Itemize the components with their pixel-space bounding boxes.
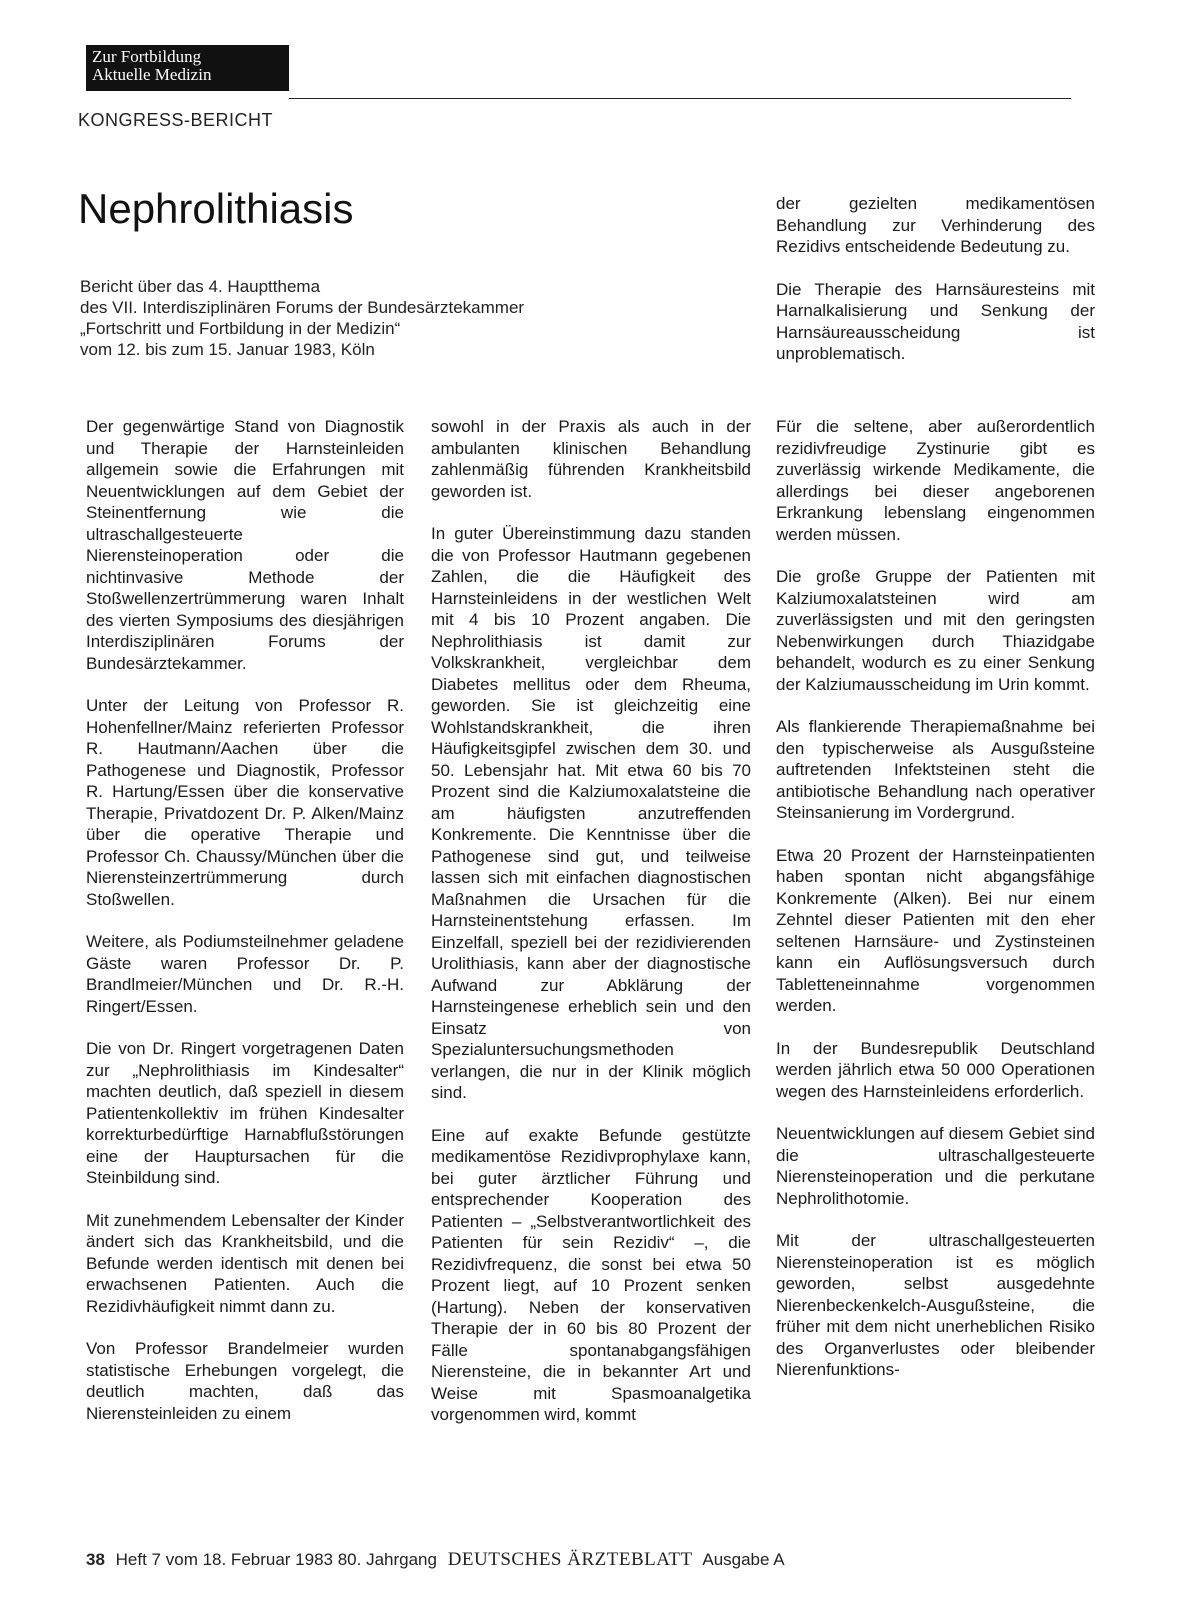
issue-info: Heft 7 vom 18. Februar 1983 80. Jahrgang [115, 1550, 437, 1569]
paragraph: Von Professor Brandelmeier wurden statistische Erhebungen vorgelegt, die deutlich machten, daß das Nierensteinleiden zu einem [86, 1339, 404, 1423]
paragraph: Eine auf exakte Befunde gestützte medikamentöse Rezidivprophylaxe kann, bei guter ärztlicher Führung und entsprechender Kooperation des Patienten – „Selbstverantwortlichkeit des Patienten für sein Rezidiv“ –, die Rezidivfrequenz, die sonst bei etwa 50 Prozent liegt, auf 10 Prozent senken (Hartung). Neben der konservativen Therapie der in 60 bis 80 Prozent der Fälle spontanabgangsfähigen Nierensteine, die in bekannter Art und Weise mit Spasmoanalgetika vorgenommen wird, kommt [431, 1125, 751, 1424]
journal-name: DEUTSCHES ÄRZTEBLATT [447, 1549, 693, 1570]
paragraph: Mit der ultraschallgesteuerten Nierensteinoperation ist es möglich geworden, selbst ausgedehnte Nierenbeckenkelch-Ausgußsteine, die früher mit dem nicht unerheblichen Risiko des Organverlustes oder bleibender Nierenfunktions- [776, 1231, 1095, 1379]
column-1 [86, 416, 404, 1445]
paragraph: Weitere, als Podiumsteilnehmer geladene Gäste waren Professor Dr. P. Brandlmeier/München und Dr. R.-H. Ringert/Essen. [86, 932, 404, 1016]
header-rule [289, 98, 1071, 99]
subtitle-line: vom 12. bis zum 15. Januar 1983, Köln [80, 340, 375, 359]
column-3-top [776, 193, 1095, 386]
paragraph: sowohl in der Praxis als auch in der ambulanten klinischen Behandlung zahlenmäßig führenden Krankheitsbild geworden ist. [431, 417, 751, 501]
subtitle-line: des VII. Interdisziplinären Forums der Bundesärztekammer [80, 298, 525, 317]
column-2 [431, 416, 751, 1447]
article-title: Nephrolithiasis [78, 185, 354, 232]
section-label-line-1: Zur Fortbildung [92, 47, 202, 66]
subtitle-line: Bericht über das 4. Hauptthema [80, 277, 321, 296]
paragraph: Als flankierende Therapiemaßnahme bei den typischerweise als Ausgußsteine auftretenden Infektsteinen steht die antibiotische Behandlung nach operativer Steinsanierung im Vordergrund. [776, 717, 1095, 822]
paragraph: Für die seltene, aber außerordentlich rezidivfreudige Zystinurie gibt es zuverlässig wirkende Medikamente, die allerdings bei dieser angeborenen Erkrankung lebenslang eingenommen werden müssen. [776, 417, 1095, 544]
subtitle-line: „Fortschritt und Fortbildung in der Medizin“ [80, 319, 401, 338]
paragraph: Die große Gruppe der Patienten mit Kalziumoxalatsteinen wird am zuverlässigsten und mit den geringsten Nebenwirkungen durch Thiazidgabe behandelt, wodurch es zu einer Senkung der Kalziumausscheidung im Urin kommt. [776, 567, 1095, 694]
paragraph: Etwa 20 Prozent der Harnsteinpatienten haben spontan nicht abgangsfähige Konkremente (Alken). Bei nur einem Zehntel dieser Patienten mit den eher seltenen Harnsäure- und Zystinsteinen kann ein Auflösungsversuch durch Tabletteneinnahme vorgenommen werden. [776, 845, 1095, 1015]
kicker: KONGRESS-BERICHT [78, 110, 274, 130]
paragraph: Unter der Leitung von Professor R. Hohenfellner/Mainz referierten Professor R. Hautmann/Aachen über die Pathogenese und Diagnostik, Professor R. Hartung/Essen über die konservative Therapie, Privatdozent Dr. P. Alken/Mainz über die operative Therapie und Professor Ch. Chaussy/München über die Nierensteinzertrümmerung durch Stoßwellen. [86, 696, 404, 909]
paragraph: Die von Dr. Ringert vorgetragenen Daten zur „Nephrolithiasis im Kindesalter“ machten deutlich, daß speziell in diesem Patientenkollektiv im frühen Kindesalter korrekturbedürftige Harnabflußstörungen eine der Hauptursachen für die Steinbildung sind. [86, 1039, 404, 1187]
column-3 [776, 416, 1095, 1402]
paragraph: In guter Übereinstimmung dazu standen die von Professor Hautmann gegebenen Zahlen, die die Häufigkeit des Harnsteinleidens in der westlichen Welt mit 4 bis 10 Prozent angaben. Die Nephrolithiasis ist damit zur Volkskrankheit, vergleichbar dem Diabetes mellitus oder dem Rheuma, geworden. Sie ist gleichzeitig eine Wohlstandskrankheit, die ihren Häufigkeitsgipfel zwischen dem 30. und 50. Lebensjahr hat. Mit etwa 60 bis 70 Prozent sind die Kalziumoxalatsteine die am häufigsten anzutreffenden Konkremente. Die Kenntnisse über die Pathogenese sind gut, und teilweise lassen sich mit einfachen diagnostischen Maßnahmen die Ursachen für die Harnsteinentstehung erfassen. Im Einzelfall, speziell bei der rezidivierenden Urolithiasis, kann aber der diagnostische Aufwand zur Abklärung der Harnsteingenese erheblich sein und den Einsatz von Spezialuntersuchungsmethoden verlangen, die nur in der Klinik möglich sind. [431, 524, 751, 1102]
paragraph: Der gegenwärtige Stand von Diagnostik und Therapie der Harnsteinleiden allgemein sowie die Erfahrungen mit Neuentwicklungen auf dem Gebiet der Steinentfernung wie die ultraschallgesteuerte Nierensteinoperation oder die nichtinvasive Methode der Stoßwellenzertrümmerung waren Inhalt des vierten Symposiums des diesjährigen Interdisziplinären Forums der Bundesärztekammer. [86, 417, 404, 673]
edition: Ausgabe A [702, 1550, 785, 1569]
paragraph: Neuentwicklungen auf diesem Gebiet sind die ultraschallgesteuerte Nierensteinoperation und die perkutane Nephrolithotomie. [776, 1124, 1095, 1208]
paragraph: In der Bundesrepublik Deutschland werden jährlich etwa 50 000 Operationen wegen des Harnsteinleidens erforderlich. [776, 1038, 1095, 1101]
section-label-line-2: Aktuelle Medizin [92, 65, 212, 84]
page-number: 38 [86, 1550, 105, 1569]
paragraph: Die Therapie des Harnsäuresteins mit Harnalkalisierung und Senkung der Harnsäureausscheidung ist unproblematisch. [776, 279, 1095, 363]
paragraph: Mit zunehmendem Lebensalter der Kinder ändert sich das Krankheitsbild, und die Befunde werden identisch mit denen bei erwachsenen Patienten. Auch die Rezidivhäufigkeit nimmt dann zu. [86, 1210, 404, 1316]
article-subtitle [80, 276, 680, 360]
section-label [86, 45, 289, 91]
page-footer [86, 1549, 785, 1571]
paragraph: der gezielten medikamentösen Behandlung zur Verhinderung des Rezidivs entscheidende Bedeutung zu. [776, 194, 1095, 256]
